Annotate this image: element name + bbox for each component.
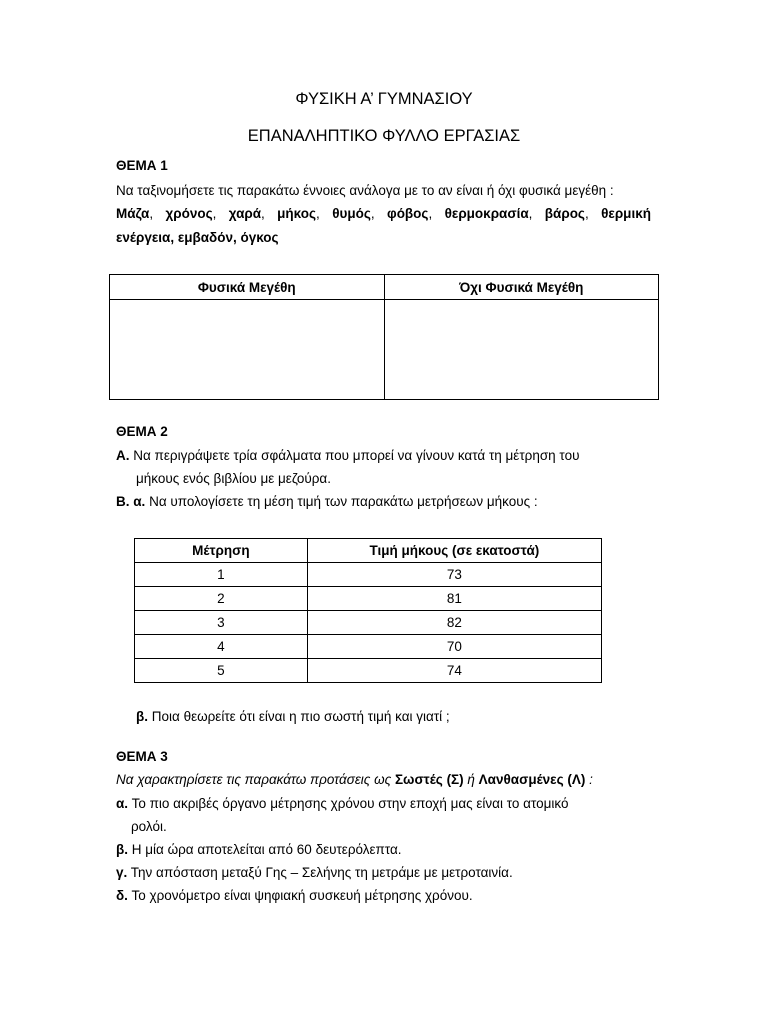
table-row	[135, 587, 602, 611]
theme3-item-a	[116, 796, 568, 811]
cell-value: 81	[307, 587, 601, 611]
item-label: γ.	[116, 865, 128, 880]
table-row	[135, 659, 602, 683]
table-header-measurement: Μέτρηση	[135, 539, 308, 563]
theme3-item-c	[116, 865, 513, 880]
item-label: β.	[136, 709, 148, 724]
item-text: Να περιγράψετε τρία σφάλματα που μπορεί να γίνουν κατά τη μέτρηση του	[129, 448, 580, 463]
item-text: Το χρονόμετρο είναι ψηφιακή συσκευή μέτρησης χρόνου.	[127, 888, 473, 903]
theme2-b-beta	[136, 709, 450, 724]
table-row	[135, 611, 602, 635]
cell-index: 2	[135, 587, 308, 611]
table-row	[135, 635, 602, 659]
instr-text: ή	[463, 772, 479, 787]
cell-index: 1	[135, 563, 308, 587]
term: θερμοκρασία	[444, 206, 529, 221]
item-label: Β. α.	[116, 494, 146, 509]
item-text: ρολόι.	[131, 819, 167, 834]
table-row	[135, 563, 602, 587]
term: χαρά	[228, 206, 262, 221]
item-text: Το πιο ακριβές όργανο μέτρησης χρόνου στην εποχή μας είναι το ατομικό	[128, 796, 569, 811]
term: μήκος	[277, 206, 317, 221]
instr-false: Λανθασμένες (Λ)	[478, 772, 586, 787]
term: θυμός	[332, 206, 371, 221]
cell-value: 74	[307, 659, 601, 683]
item-label: Α.	[116, 448, 130, 463]
theme3-item-b	[116, 842, 402, 857]
theme1-heading: ΘΕΜΑ 1	[116, 158, 168, 173]
theme2-a	[116, 448, 579, 463]
term: Μάζα	[116, 206, 150, 221]
item-text: Την απόσταση μεταξύ Γης – Σελήνης τη μετράμε με μετροταινία.	[127, 865, 513, 880]
item-label: δ.	[116, 888, 128, 903]
item-label: β.	[116, 842, 128, 857]
theme1-terms-line1: Μάζα, χρόνος, χαρά, μήκος, θυμός, φόβος, θερμοκρασία, βάρος, θερμική	[116, 206, 651, 221]
page-subtitle: ΕΠΑΝΑΛΗΠΤΙΚΟ ΦΥΛΛΟ ΕΡΓΑΣΙΑΣ	[247, 127, 521, 145]
cell-value: 70	[307, 635, 601, 659]
table-header-physical: Φυσικά Μεγέθη	[110, 275, 385, 300]
table-header-length: Τιμή μήκους (σε εκατοστά)	[307, 539, 601, 563]
theme3-item-a-cont	[131, 819, 167, 834]
term: χρόνος	[165, 206, 213, 221]
cell-index: 4	[135, 635, 308, 659]
measurements-table	[134, 538, 602, 683]
instr-text: Να χαρακτηρίσετε τις παρακάτω προτάσεις ως	[116, 772, 395, 787]
item-text: Ποια θεωρείτε ότι είναι η πιο σωστή τιμή και γιατί ;	[148, 709, 450, 724]
theme2-heading: ΘΕΜΑ 2	[116, 424, 168, 439]
theme1-terms-line2: ενέργεια, εμβαδόν, όγκος	[116, 230, 279, 245]
theme1-instruction: Να ταξινομήσετε τις παρακάτω έννοιες ανάλογα με το αν είναι ή όχι φυσικά μεγέθη :	[116, 183, 614, 198]
term: βάρος	[544, 206, 585, 221]
cell-index: 5	[135, 659, 308, 683]
page-title: ΦΥΣΙΚΗ Α’ ΓΥΜΝΑΣΙΟΥ	[295, 90, 473, 108]
theme2-b	[116, 494, 538, 509]
cell-value: 73	[307, 563, 601, 587]
item-text: Να υπολογίσετε τη μέση τιμή των παρακάτω μετρήσεων μήκους :	[145, 494, 538, 509]
theme3-heading: ΘΕΜΑ 3	[116, 749, 168, 764]
physical-cell	[110, 300, 385, 400]
item-label: α.	[116, 796, 129, 811]
cell-value: 82	[307, 611, 601, 635]
theme3-instruction	[116, 772, 593, 787]
term: θερμική	[601, 206, 651, 221]
table-header-non-physical: Όχι Φυσικά Μεγέθη	[384, 275, 659, 300]
instr-text: :	[585, 772, 593, 787]
theme3-item-d	[116, 888, 473, 903]
term: φόβος	[387, 206, 429, 221]
physical-quantities-table	[109, 274, 659, 400]
cell-index: 3	[135, 611, 308, 635]
item-text: Η μία ώρα αποτελείται από 60 δευτερόλεπτα.	[128, 842, 402, 857]
instr-true: Σωστές (Σ)	[394, 772, 464, 787]
theme2-a-cont: μήκους ενός βιβλίου με μεζούρα.	[136, 471, 331, 486]
non-physical-cell	[384, 300, 659, 400]
